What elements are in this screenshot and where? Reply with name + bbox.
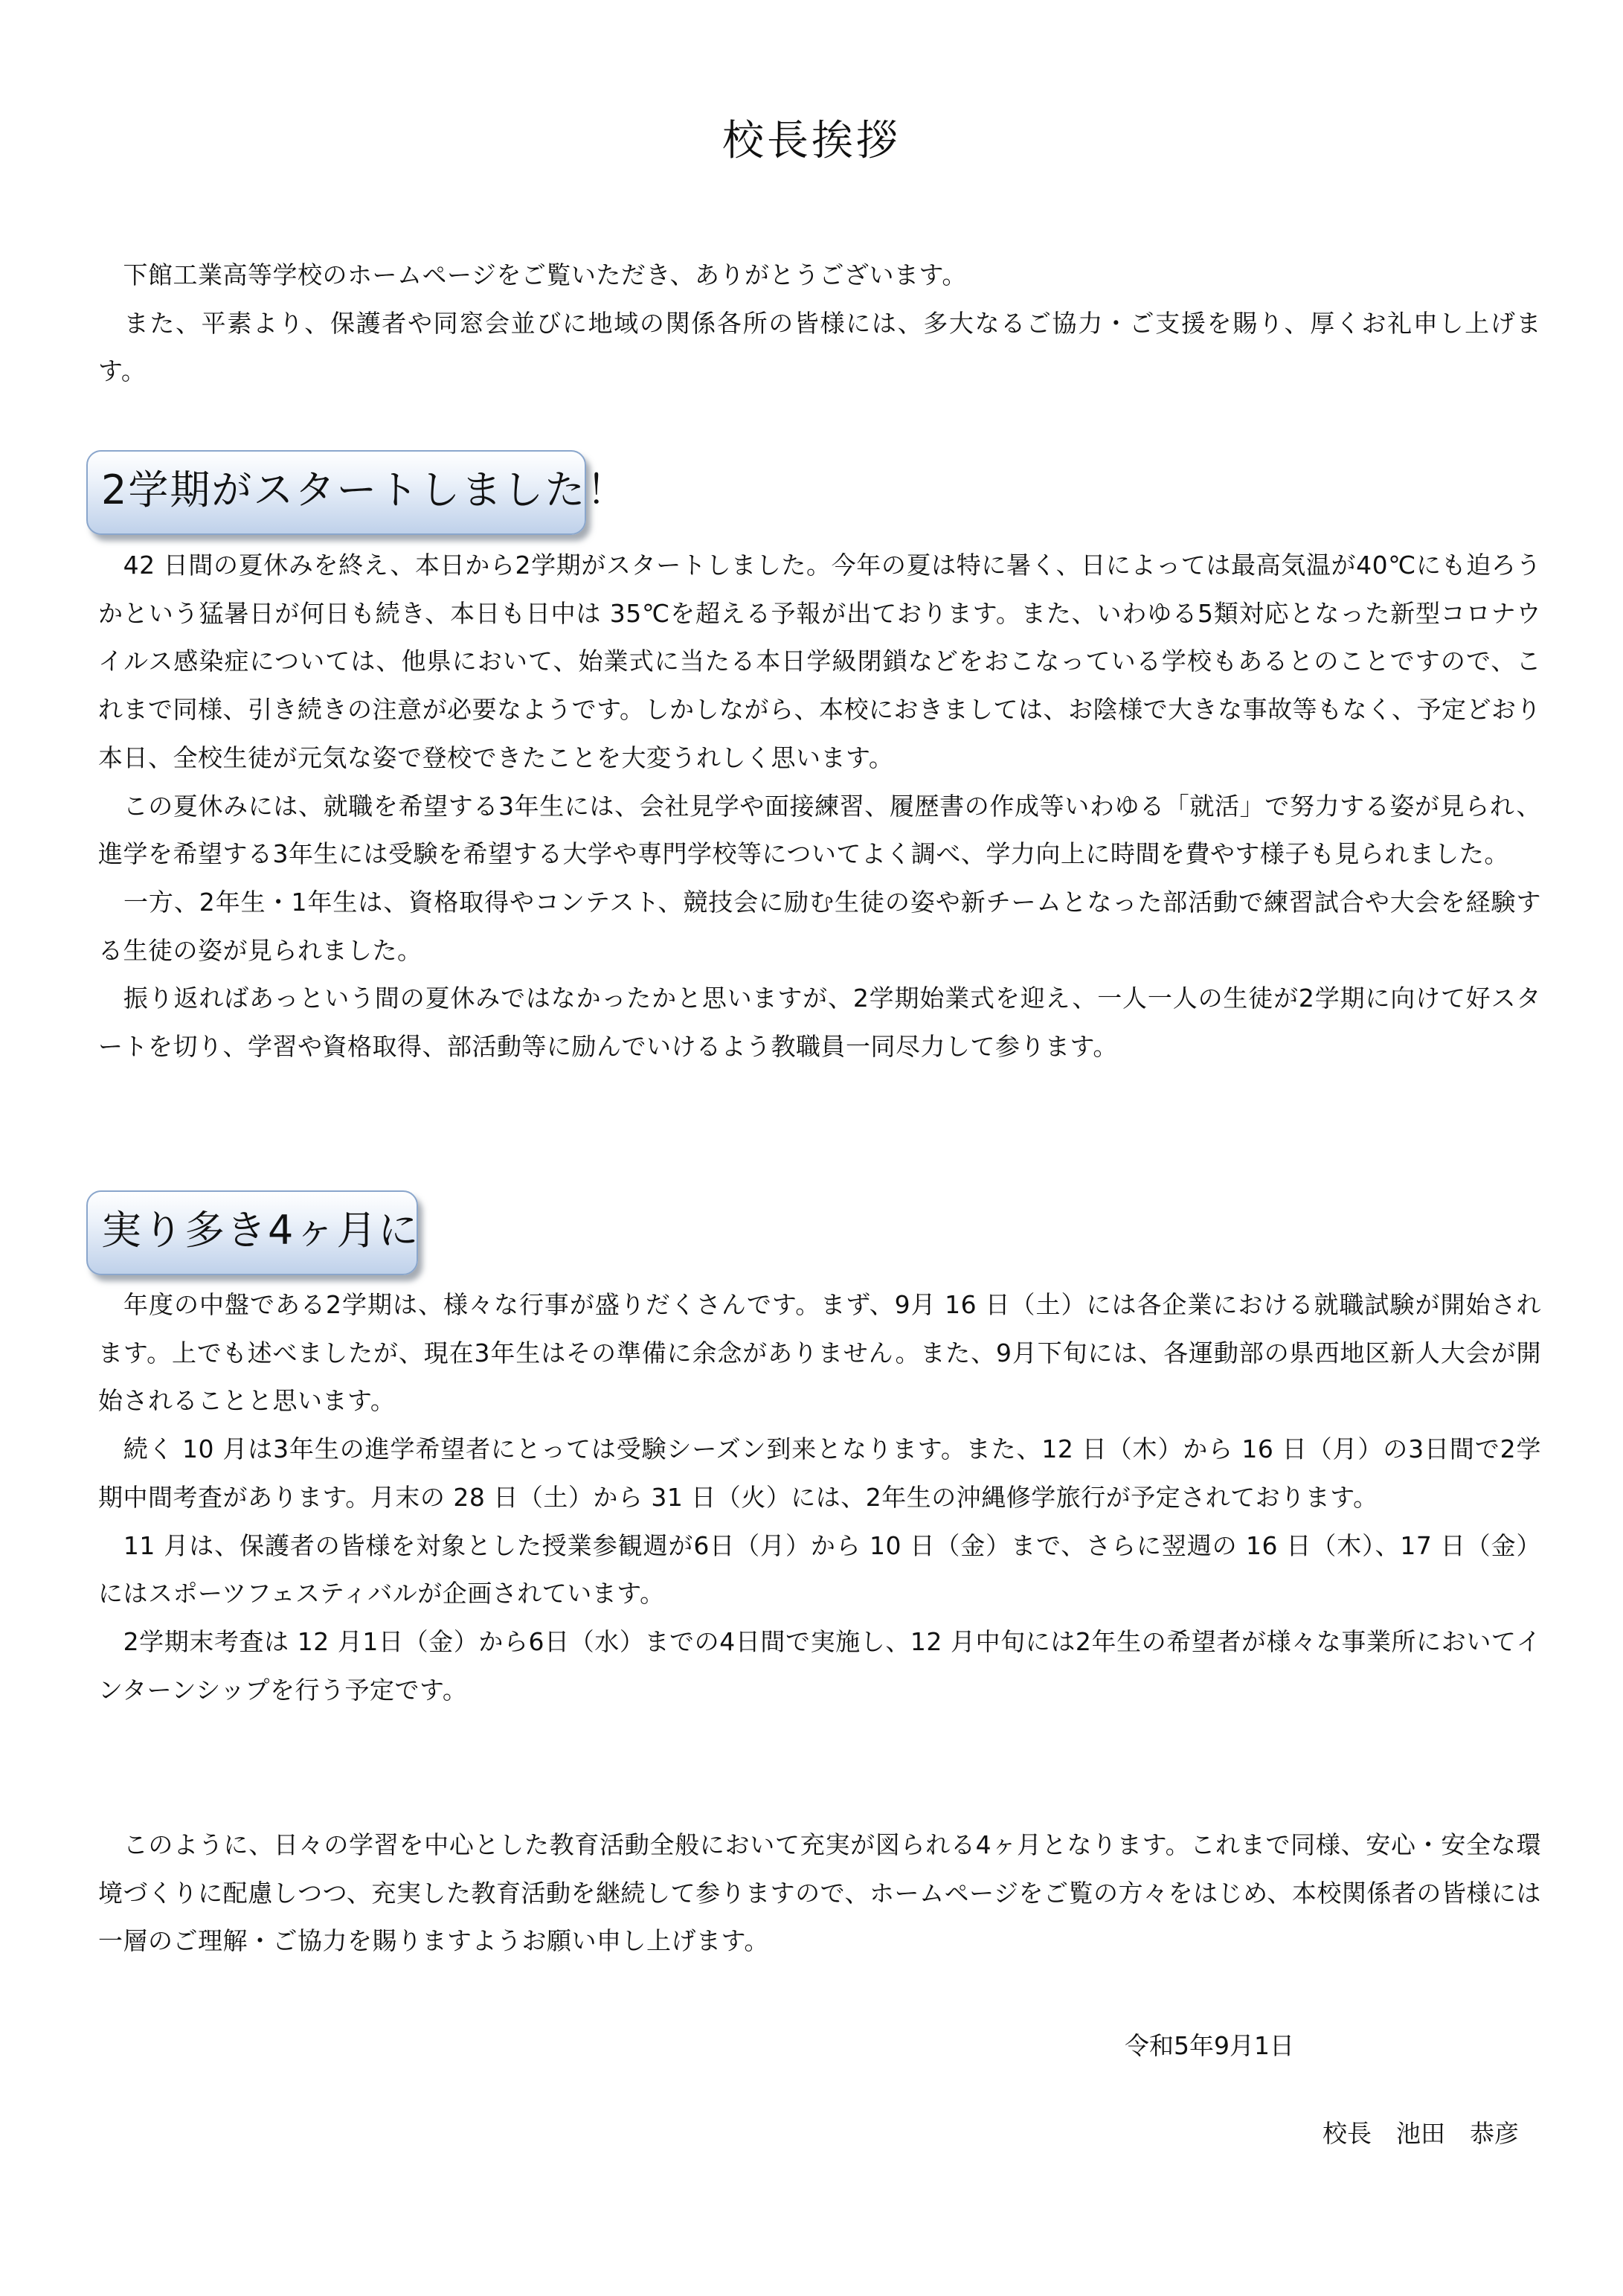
- body-paragraph: 42 日間の夏休みを終え、本日から2学期がスタートしました。今年の夏は特に暑く、日によっては最高気温が40℃にも迫ろうかという猛暑日が何日も続き、本日も日中は 35℃を超える予報が出ております。また、いわゆる5類対応となった新型コロナウイルス感染症については、他県において、始業式に当たる本日学級閉鎖などをおこなっている学校もあるとのことですので、これまで同様、引き続きの注意が必要なようです。しかしながら、本校におきましては、お陰様で大きな事故等もなく、予定どおり本日、全校生徒が元気な姿で登校できたことを大変うれしく思います。: [98, 551, 1541, 772]
- body-paragraph: この夏休みには、就職を希望する3年生には、会社見学や面接練習、履歴書の作成等いわゆる「就活」で努力する姿が見られ、進学を希望する3年生には受験を希望する大学や専門学校等についてよく調べ、学力向上に時間を費やす様子も見られました。: [98, 791, 1541, 869]
- closing-block: [98, 1821, 1541, 1966]
- signature-name: 校長 池田 恭彦: [1322, 2119, 1519, 2148]
- section-heading-second-term: 2学期がスタートしました！: [86, 450, 586, 535]
- body-paragraph: 振り返ればあっという間の夏休みではなかったかと思いますが、2学期始業式を迎え、一人一人の生徒が2学期に向けて好スタートを切り、学習や資格取得、部活動等に励んでいけるよう教職員一同尽力して参ります。: [98, 984, 1541, 1062]
- closing-paragraph: このように、日々の学習を中心とした教育活動全般において充実が図られる4ヶ月となります。これまで同様、安心・安全な環境づくりに配慮しつつ、充実した教育活動を継続して参りますので、ホームページをご覧の方々をはじめ、本校関係者の皆様には一層のご理解・ご協力を賜りますようお願い申し上げます。: [98, 1830, 1541, 1956]
- section1-body: [98, 542, 1541, 1071]
- body-paragraph: 年度の中盤である2学期は、様々な行事が盛りだくさんです。まず、9月 16 日（土）には各企業における就職試験が開始されます。上でも述べましたが、現在3年生はその準備に余念がありません。また、9月下旬には、各運動部の県西地区新人大会が開始されることと思います。: [98, 1290, 1541, 1416]
- intro-paragraph: 下館工業高等学校のホームページをご覧いただき、ありがとうございます。: [98, 260, 967, 289]
- page-title: 校長挨拶: [722, 117, 901, 165]
- body-paragraph: 2学期末考査は 12 月1日（金）から6日（水）までの4日間で実施し、12 月中旬には2年生の希望者が様々な事業所においてインターンシップを行う予定です。: [98, 1626, 1541, 1705]
- intro-block: [98, 251, 1541, 396]
- intro-paragraph: また、平素より、保護者や同窓会並びに地域の関係各所の皆様には、多大なるご協力・ご支援を賜り、厚くお礼申し上げます。: [98, 308, 1541, 386]
- section2-body: [98, 1281, 1541, 1714]
- body-paragraph: 一方、2年生・1年生は、資格取得やコンテスト、競技会に励む生徒の姿や新チームとなった部活動で練習試合や大会を経験する生徒の姿が見られました。: [98, 887, 1541, 965]
- section-heading-fruitful-months: 実り多き4ヶ月に: [86, 1190, 418, 1275]
- body-paragraph: 11 月は、保護者の皆様を対象とした授業参観週が6日（月）から 10 日（金）まで、さらに翌週の 16 日（木）、17 日（金）にはスポーツフェスティバルが企画されています。: [98, 1530, 1541, 1609]
- body-paragraph: 続く 10 月は3年生の進学希望者にとっては受験シーズン到来となります。また、12 日（木）から 16 日（月）の3日間で2学期中間考査があります。月末の 28 日（土）から 31 日（火）には、2年生の沖縄修学旅行が予定されております。: [98, 1434, 1541, 1512]
- signature-date: 令和5年9月1日: [1125, 2031, 1294, 2060]
